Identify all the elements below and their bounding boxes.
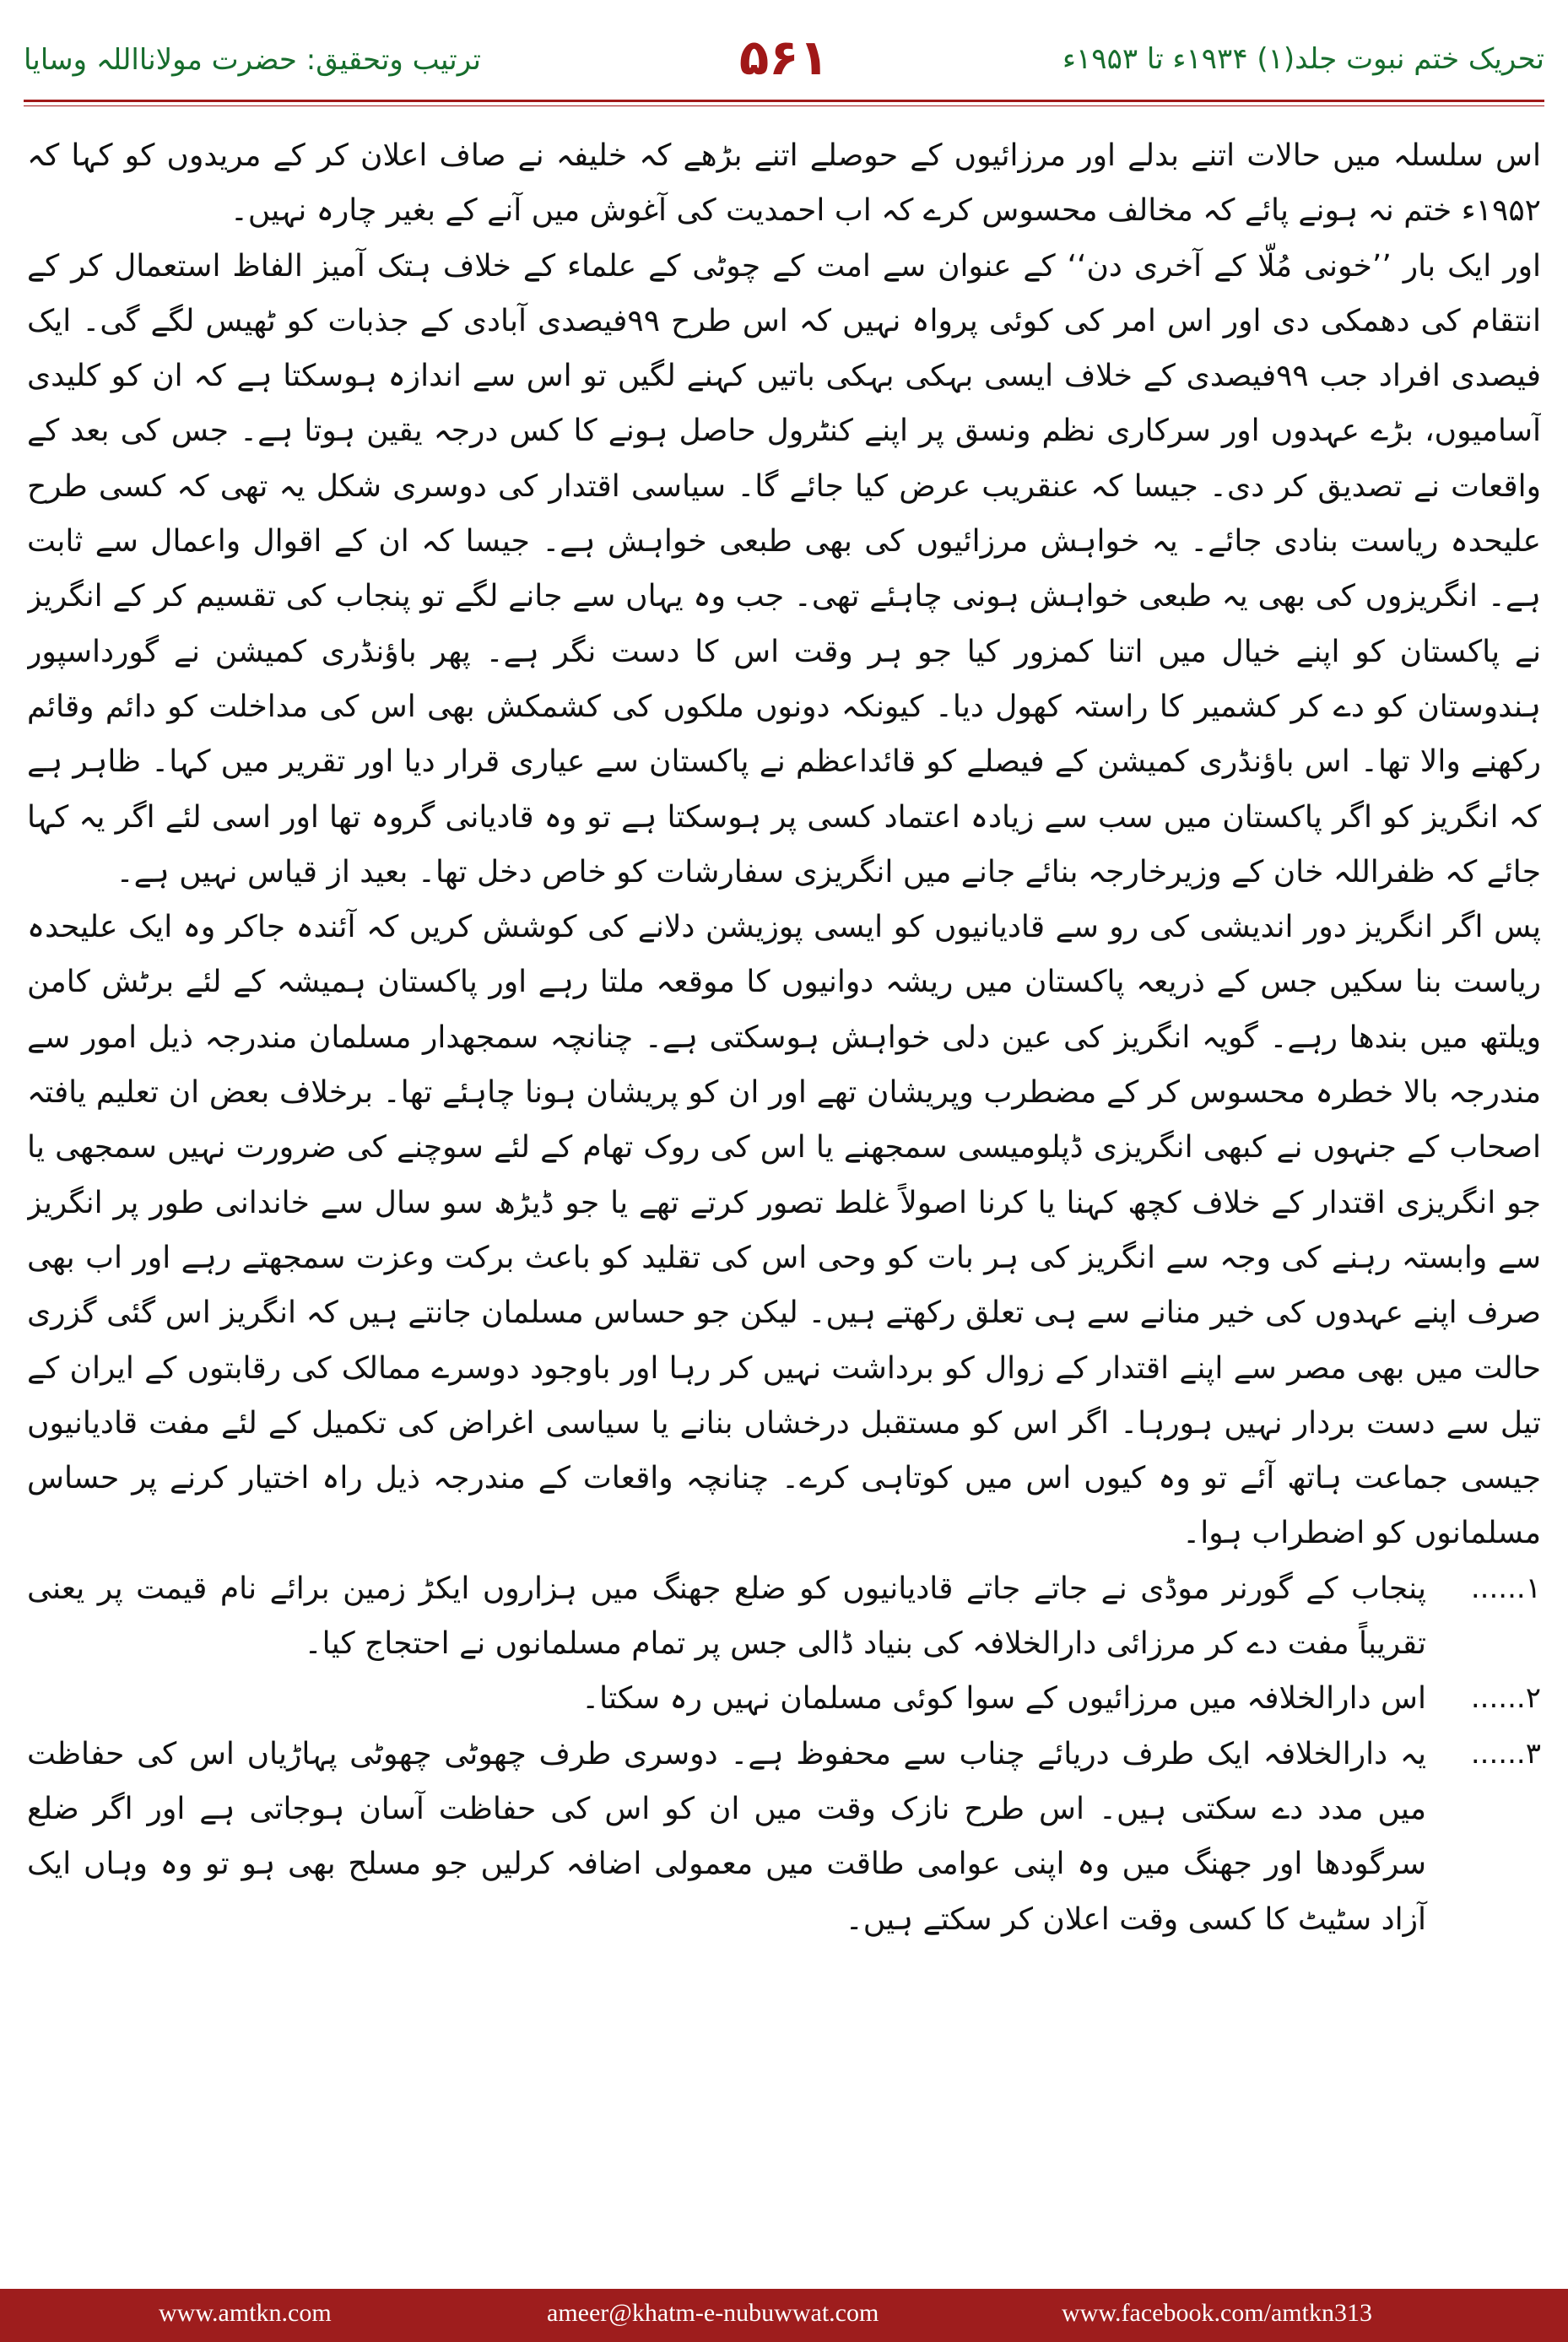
page-body xyxy=(27,128,1541,2247)
page-header xyxy=(0,0,1568,127)
website-link[interactable]: www.amtkn.com xyxy=(159,2299,332,2327)
paragraph-3: پس اگر انگریز دور اندیشی کی رو سے قادیانیوں کو ایسی پوزیشن دلانے کی کوشش کریں کہ آئندہ جاکر وہ ایک علیحدہ ریاست بنا سکیں جس کے ذریعہ پاکستان میں ریشہ دوانیوں کا موقعہ ملتا رہے اور پاکستان ہمیشہ کے لئے برٹش کامن ویلتھ میں بندھا رہے۔ گویہ انگریز کی عین دلی خواہش ہوسکتی ہے۔ چنانچہ سمجھدار مسلمان مندرجہ ذیل امور سے مندرجہ بالا خطرہ محسوس کر کے مضطرب وپریشان تھے اور ان کو پریشان ہونا چاہئے تھا۔ برخلاف بعض ان تعلیم یافتہ اصحاب کے جنہوں نے کبھی انگریزی ڈپلومیسی سمجھنے یا اس کی روک تھام کے لئے سوچنے کی ضرورت نہیں سمجھی یا جو انگریزی اقتدار کے خلاف کچھ کہنا یا کرنا اصولاً غلط تصور کرتے تھے یا جو ڈیڑھ سو سال سے خاندانی طور پر انگریز سے وابستہ رہنے کی وجہ سے انگریز کی ہر بات کو وحی اس کی تقلید کو باعث برکت وعزت سمجھتے رہے اور اب بھی صرف اپنے عہدوں کی خیر منانے سے ہی تعلق رکھتے ہیں۔ لیکن جو حساس مسلمان جانتے ہیں کہ انگریز اس گئی گزری حالت میں بھی مصر سے اپنے اقتدار کے زوال کو برداشت نہیں کر رہا اور باوجود دوسرے ممالک کی رقابتوں کے ایران کے تیل سے دست بردار نہیں ہورہا۔ اگر اس کو مستقبل درخشاں بنانے یا سیاسی اغراض کی تکمیل کے لئے مفت قادیانیوں جیسی جماعت ہاتھ آئے تو وہ کیوں اس میں کوتاہی کرے۔ چنانچہ واقعات کے مندرجہ ذیل راہ اختیار کرنے پر حساس مسلمانوں کو اضطراب ہوا۔ xyxy=(27,910,1541,1551)
paragraph-2: اور ایک بار ’’خونی مُلّا کے آخری دن‘‘ کے عنوان سے امت کے چوٹی کے علماء کے خلاف ہتک آمیز الفاظ استعمال کر کے انتقام کی دھمکی دی اور اس امر کی کوئی پرواہ نہیں کہ اس طرح ۹۹فیصدی آبادی کے جذبات کو ٹھیس لگے گی۔ ایک فیصدی افراد جب ۹۹فیصدی کے خلاف ایسی بہکی بہکی باتیں کہنے لگیں تو اس سے اندازہ ہوسکتا ہے کہ ان کو کلیدی آسامیوں، بڑے عہدوں اور سرکاری نظم ونسق پر اپنے کنٹرول حاصل ہونے کا کس درجہ یقین ہوتا ہے۔ جس کی بعد کے واقعات نے تصدیق کر دی۔ جیسا کہ عنقریب عرض کیا جائے گا۔ سیاسی اقتدار کی دوسری شکل یہ تھی کہ کسی طرح علیحدہ ریاست بنادی جائے۔ یہ خواہش مرزائیوں کی بھی طبعی خواہش ہے۔ جیسا کہ ان کے اقوال واعمال سے ثابت ہے۔ انگریزوں کی بھی یہ طبعی خواہش ہونی چاہئے تھی۔ جب وہ یہاں سے جانے لگے تو پنجاب کی تقسیم کر کے انگریز نے پاکستان کو اپنے خیال میں اتنا کمزور کیا جو ہر وقت اس کا دست نگر ہے۔ پھر باؤنڈری کمیشن نے گورداسپور ہندوستان کو دے کر کشمیر کا راستہ کھول دیا۔ کیونکہ دونوں ملکوں کی کشمکش بھی اس کی مداخلت کو دائم وقائم رکھنے والا تھا۔ اس باؤنڈری کمیشن کے فیصلے کو قائداعظم نے پاکستان سے عیاری قرار دیا اور تقریر میں کہا۔ ظاہر ہے کہ انگریز کو اگر پاکستان میں سب سے زیادہ اعتماد کسی پر ہوسکتا ہے تو وہ قادیانی گروہ تھا اور اسی لئے اگر یہ کہا جائے کہ ظفراللہ خان کے وزیرخارجہ بنائے جانے میں انگریزی سفارشات کو خاص دخل تھا۔ بعید از قیاس نہیں ہے۔ xyxy=(27,248,1541,890)
email-link[interactable]: ameer@khatm-e-nubuwwat.com xyxy=(547,2299,879,2327)
list-item-number: ۲...... xyxy=(1470,1681,1541,1716)
list-item-text: اس دارالخلافہ میں مرزائیوں کے سوا کوئی مسلمان نہیں رہ سکتا۔ xyxy=(581,1681,1426,1717)
list-item-number: ۱...... xyxy=(1470,1571,1541,1605)
list-item-text: یہ دارالخلافہ ایک طرف دریائے چناب سے محفوظ ہے۔ دوسری طرف چھوٹی چھوٹی پہاڑیاں اس کی حفاظت میں مدد دے سکتی ہیں۔ اس طرح نازک وقت میں ان کو اس کی حفاظت آسان ہوجاتی ہے اور اگر ضلع سرگودھا اور جھنگ میں وہ اپنی عوامی طاقت میں معمولی اضافہ کرلیں جو مسلح بھی ہو تو وہ وہاں ایک آزاد سٹیٹ کا کسی وقت اعلان کر سکتے ہیں۔ xyxy=(27,1736,1426,1937)
list-item xyxy=(27,1671,1541,1726)
facebook-link[interactable]: www.facebook.com/amtkn313 xyxy=(1062,2299,1372,2327)
list-item xyxy=(27,1727,1541,1947)
list-item-text: پنجاب کے گورنر موڈی نے جاتے جاتے قادیانیوں کو ضلع جھنگ میں ہزاروں ایکڑ زمین برائے نام قیمت پر یعنی تقریباً مفت دے کر مرزائی دارالخلافہ کی بنیاد ڈالی جس پر تمام مسلمانوں نے احتجاج کیا۔ xyxy=(27,1571,1426,1662)
book-title: تحریک ختم نبوت جلد(۱) ۱۹۳۴ء تا ۱۹۵۳ء xyxy=(1062,42,1544,76)
list-item-number: ۳...... xyxy=(1470,1736,1541,1771)
page-footer xyxy=(0,2289,1568,2342)
compiler-credit: ترتیب وتحقیق: حضرت مولانااللہ وسایا xyxy=(24,43,481,77)
list-item xyxy=(27,1561,1541,1672)
header-divider-thin xyxy=(24,105,1544,106)
paragraph-1: اس سلسلہ میں حالات اتنے بدلے اور مرزائیوں کے حوصلے اتنے بڑھے کہ خلیفہ نے صاف اعلان کر کے مریدوں کو کہا کہ ۱۹۵۲ء ختم نہ ہونے پائے کہ مخالف محسوس کرے کہ اب احمدیت کی آغوش میں آنے کے بغیر چارہ نہیں۔ xyxy=(27,138,1541,229)
page-number: ۵۶۱ xyxy=(738,29,830,86)
header-divider xyxy=(24,100,1544,102)
